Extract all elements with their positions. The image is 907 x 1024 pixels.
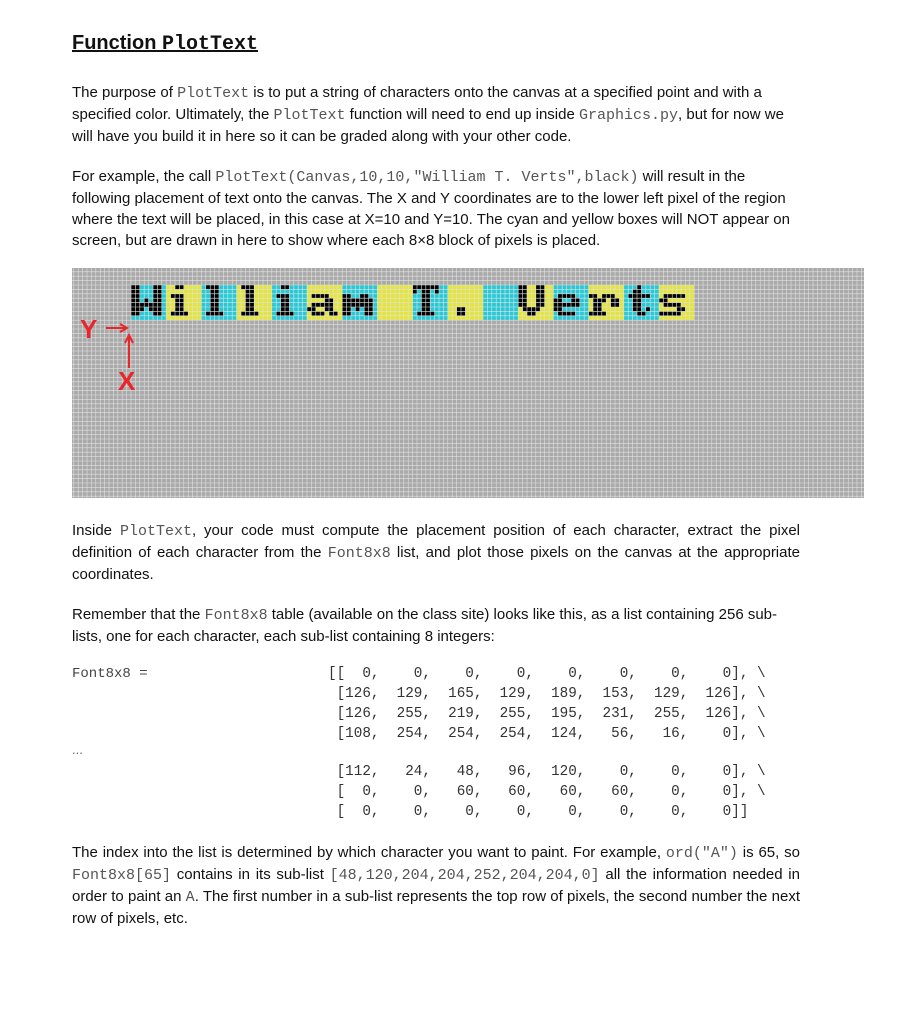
pixel bbox=[245, 289, 249, 293]
pixel bbox=[597, 298, 601, 302]
pixel bbox=[527, 307, 531, 311]
pixel bbox=[571, 303, 575, 307]
y-axis-label: Y bbox=[80, 314, 98, 344]
pixel bbox=[131, 303, 135, 307]
pixel bbox=[179, 298, 183, 302]
section-title bbox=[72, 32, 258, 56]
pixel bbox=[215, 294, 219, 298]
pixel bbox=[571, 294, 575, 298]
font-table-label: Font8x8 = bbox=[72, 666, 148, 682]
pixel bbox=[426, 303, 430, 307]
x-axis-label: X bbox=[118, 366, 136, 396]
pixel bbox=[633, 294, 637, 298]
pixel bbox=[461, 311, 465, 315]
pixel bbox=[567, 294, 571, 298]
pixel bbox=[426, 311, 430, 315]
pixel bbox=[593, 294, 597, 298]
pixel bbox=[157, 307, 161, 311]
pixel bbox=[171, 311, 175, 315]
pixel bbox=[311, 303, 315, 307]
pixel bbox=[615, 298, 619, 302]
font-table-ellipsis: ... bbox=[72, 742, 83, 757]
pixel bbox=[364, 298, 368, 302]
pixel bbox=[659, 311, 663, 315]
pixel bbox=[597, 307, 601, 311]
pixel bbox=[325, 307, 329, 311]
pixel bbox=[241, 285, 245, 289]
pixel bbox=[611, 298, 615, 302]
pixel bbox=[153, 303, 157, 307]
pixel bbox=[175, 285, 179, 289]
pixel bbox=[281, 311, 285, 315]
pixel bbox=[215, 289, 219, 293]
pixel bbox=[347, 303, 351, 307]
pixel bbox=[523, 285, 527, 289]
pixel bbox=[637, 298, 641, 302]
pixel bbox=[210, 298, 214, 302]
pixel bbox=[461, 307, 465, 311]
pixel bbox=[157, 285, 161, 289]
pixel bbox=[611, 294, 615, 298]
pixel bbox=[672, 311, 676, 315]
pixel bbox=[245, 311, 249, 315]
pixel bbox=[153, 311, 157, 315]
pixel bbox=[135, 294, 139, 298]
pixel bbox=[131, 294, 135, 298]
pixel bbox=[597, 311, 601, 315]
pixel bbox=[289, 311, 293, 315]
pixel bbox=[329, 311, 333, 315]
pixel bbox=[281, 298, 285, 302]
pixel bbox=[149, 303, 153, 307]
pixel bbox=[523, 294, 527, 298]
pixel bbox=[364, 303, 368, 307]
pixel bbox=[518, 294, 522, 298]
pixel bbox=[611, 303, 615, 307]
pixel bbox=[206, 285, 210, 289]
pixel bbox=[281, 303, 285, 307]
pixel bbox=[668, 303, 672, 307]
pixel bbox=[210, 289, 214, 293]
pixel bbox=[602, 311, 606, 315]
pixel bbox=[215, 307, 219, 311]
pixel bbox=[179, 294, 183, 298]
pixel bbox=[575, 303, 579, 307]
pixel bbox=[285, 294, 289, 298]
pixel bbox=[413, 285, 417, 289]
pixel bbox=[316, 303, 320, 307]
inside-paragraph: Inside PlotText, your code must compute the placement position of each character, extract the pixel definition of each character from the Font8x8 list, and plot those pixels on the canvas at the appropriate coordinates. bbox=[72, 522, 800, 583]
pixel bbox=[558, 298, 562, 302]
pixel bbox=[311, 307, 315, 311]
pixel bbox=[527, 311, 531, 315]
pixel bbox=[413, 289, 417, 293]
pixel bbox=[536, 298, 540, 302]
pixel bbox=[329, 307, 333, 311]
pixel bbox=[276, 294, 280, 298]
pixel bbox=[144, 298, 148, 302]
pixel bbox=[144, 303, 148, 307]
pixel bbox=[131, 289, 135, 293]
pixel bbox=[140, 307, 144, 311]
pixel bbox=[426, 285, 430, 289]
pixel bbox=[421, 307, 425, 311]
pixel bbox=[562, 294, 566, 298]
pixel bbox=[646, 294, 650, 298]
pixel bbox=[281, 294, 285, 298]
pixel bbox=[681, 307, 685, 311]
pixel bbox=[553, 303, 557, 307]
pixel bbox=[417, 285, 421, 289]
pixel bbox=[245, 294, 249, 298]
pixel bbox=[633, 303, 637, 307]
font-table-top: [[ 0, 0, 0, 0, 0, 0, 0, 0], \ [126, 129, 165, 129, 189, 153, 129, 126], \ [126, 255, 219, 255, 195, 231, 255, 126], \ [108, 254, 254, 254, 124, 56, 16, 0], \ bbox=[328, 666, 766, 742]
pixel bbox=[637, 289, 641, 293]
pixel bbox=[518, 285, 522, 289]
pixel bbox=[215, 303, 219, 307]
pixel bbox=[637, 294, 641, 298]
pixel bbox=[531, 311, 535, 315]
pixel bbox=[157, 298, 161, 302]
pixel bbox=[320, 311, 324, 315]
pixel bbox=[179, 311, 183, 315]
pixel bbox=[426, 289, 430, 293]
pixel bbox=[681, 294, 685, 298]
pixel bbox=[575, 298, 579, 302]
pixel bbox=[593, 298, 597, 302]
pixel bbox=[215, 311, 219, 315]
pixel bbox=[245, 303, 249, 307]
pixel bbox=[637, 285, 641, 289]
pixel bbox=[175, 294, 179, 298]
pixel bbox=[540, 303, 544, 307]
title-code: PlotText bbox=[161, 33, 258, 56]
pixel bbox=[536, 303, 540, 307]
pixel bbox=[364, 294, 368, 298]
pixel bbox=[342, 311, 346, 315]
pixel bbox=[342, 294, 346, 298]
pixel bbox=[320, 294, 324, 298]
pixel bbox=[171, 294, 175, 298]
pixel bbox=[153, 289, 157, 293]
pixel bbox=[355, 298, 359, 302]
pixel bbox=[175, 303, 179, 307]
pixel bbox=[281, 285, 285, 289]
pixel bbox=[281, 307, 285, 311]
pixel bbox=[369, 311, 373, 315]
pixel bbox=[153, 285, 157, 289]
pixel bbox=[210, 307, 214, 311]
pixel bbox=[250, 289, 254, 293]
pixel bbox=[567, 311, 571, 315]
pixel bbox=[633, 298, 637, 302]
canvas-diagram bbox=[72, 268, 864, 498]
pixel bbox=[364, 307, 368, 311]
pixel bbox=[672, 303, 676, 307]
pixel bbox=[677, 303, 681, 307]
pixel bbox=[567, 303, 571, 307]
pixel bbox=[210, 285, 214, 289]
pixel bbox=[250, 294, 254, 298]
pixel bbox=[250, 307, 254, 311]
pixel bbox=[153, 307, 157, 311]
pixel bbox=[135, 311, 139, 315]
pixel bbox=[131, 307, 135, 311]
pixel bbox=[435, 285, 439, 289]
pixel bbox=[347, 294, 351, 298]
pixel bbox=[254, 311, 258, 315]
pixel bbox=[633, 307, 637, 311]
pixel bbox=[149, 307, 153, 311]
pixel bbox=[435, 289, 439, 293]
pixel bbox=[637, 311, 641, 315]
pixel bbox=[677, 311, 681, 315]
pixel bbox=[668, 294, 672, 298]
pixel bbox=[219, 311, 223, 315]
pixel bbox=[276, 311, 280, 315]
pixel bbox=[369, 307, 373, 311]
pixel bbox=[417, 311, 421, 315]
pixel bbox=[421, 285, 425, 289]
pixel bbox=[364, 311, 368, 315]
pixel bbox=[540, 294, 544, 298]
pixel bbox=[333, 311, 337, 315]
pixel bbox=[245, 307, 249, 311]
pixel bbox=[421, 311, 425, 315]
pixel bbox=[589, 311, 593, 315]
pixel bbox=[677, 294, 681, 298]
pixel bbox=[663, 311, 667, 315]
pixel bbox=[558, 294, 562, 298]
pixel bbox=[637, 307, 641, 311]
pixel bbox=[360, 303, 364, 307]
pixel bbox=[285, 298, 289, 302]
pixel bbox=[369, 303, 373, 307]
pixel-grid-figure bbox=[72, 268, 864, 498]
pixel bbox=[157, 294, 161, 298]
pixel bbox=[540, 289, 544, 293]
pixel bbox=[628, 294, 632, 298]
pixel bbox=[553, 298, 557, 302]
pixel bbox=[135, 303, 139, 307]
pixel bbox=[360, 294, 364, 298]
pixel bbox=[250, 311, 254, 315]
pixel bbox=[523, 298, 527, 302]
pixel bbox=[421, 298, 425, 302]
pixel bbox=[210, 303, 214, 307]
pixel bbox=[157, 311, 161, 315]
pixel bbox=[347, 298, 351, 302]
pixel bbox=[250, 298, 254, 302]
pixel bbox=[206, 311, 210, 315]
pixel bbox=[131, 285, 135, 289]
pixel bbox=[606, 294, 610, 298]
pixel bbox=[285, 311, 289, 315]
pixel bbox=[523, 303, 527, 307]
pixel bbox=[245, 298, 249, 302]
pixel bbox=[316, 294, 320, 298]
pixel bbox=[646, 307, 650, 311]
pixel bbox=[285, 285, 289, 289]
pixel bbox=[215, 298, 219, 302]
pixel bbox=[329, 298, 333, 302]
pixel bbox=[531, 307, 535, 311]
pixel bbox=[562, 303, 566, 307]
pixel bbox=[637, 303, 641, 307]
pixel bbox=[179, 303, 183, 307]
pixel bbox=[131, 311, 135, 315]
pixel bbox=[135, 289, 139, 293]
pixel bbox=[135, 285, 139, 289]
pixel bbox=[571, 298, 575, 302]
pixel bbox=[540, 298, 544, 302]
pixel bbox=[355, 303, 359, 307]
pixel bbox=[250, 285, 254, 289]
pixel bbox=[307, 307, 311, 311]
pixel bbox=[426, 298, 430, 302]
pixel bbox=[351, 303, 355, 307]
pixel bbox=[355, 307, 359, 311]
pixel bbox=[602, 294, 606, 298]
pixel bbox=[210, 311, 214, 315]
pixel bbox=[347, 307, 351, 311]
pixel bbox=[540, 285, 544, 289]
pixel bbox=[179, 307, 183, 311]
pixel bbox=[663, 303, 667, 307]
font-table-bottom: [112, 24, 48, 96, 120, 0, 0, 0], \ [ 0, 0, 60, 60, 60, 60, 0, 0], \ [ 0, 0, 0, 0, 0, 0, 0, 0]] bbox=[336, 764, 766, 820]
pixel bbox=[421, 289, 425, 293]
pixel bbox=[311, 311, 315, 315]
pixel bbox=[641, 294, 645, 298]
pixel bbox=[157, 289, 161, 293]
pixel bbox=[342, 307, 346, 311]
pixel bbox=[426, 294, 430, 298]
pixel bbox=[421, 303, 425, 307]
pixel bbox=[320, 303, 324, 307]
pixel bbox=[153, 298, 157, 302]
pixel bbox=[325, 298, 329, 302]
intro-paragraph: The purpose of PlotText is to put a string of characters onto the canvas at a specified point and with a specified color. Ultimately, the PlotText function will need to end up inside Graphics.py, but for now we will have you build it in here so it can be graded along with your other code. bbox=[72, 84, 784, 145]
pixel bbox=[316, 311, 320, 315]
pixel bbox=[285, 307, 289, 311]
pixel bbox=[659, 298, 663, 302]
pixel bbox=[553, 307, 557, 311]
pixel bbox=[593, 303, 597, 307]
pixel bbox=[329, 303, 333, 307]
pixel bbox=[633, 289, 637, 293]
pixel bbox=[589, 294, 593, 298]
pixel bbox=[215, 285, 219, 289]
pixel bbox=[426, 307, 430, 311]
remember-paragraph: Remember that the Font8x8 table (available on the class site) looks like this, as a list containing 256 sub-lists, one for each character, each sub-list containing 8 integers: bbox=[72, 606, 778, 645]
pixel bbox=[523, 289, 527, 293]
pixel bbox=[131, 298, 135, 302]
pixel bbox=[175, 307, 179, 311]
index-paragraph: The index into the list is determined by which character you want to paint. For example, ord("A") is 65, so Font8x8[65] contains in its sub-list [48,120,204,204,252,204,204,0] all the information needed in order to paint an A. The first number in a sub-list represents the top row of pixels, the second number the next row of pixels, etc. bbox=[72, 844, 800, 927]
pixel bbox=[536, 285, 540, 289]
example-paragraph: For example, the call PlotText(Canvas,10,10,"William T. Verts",black) will result in the following placement of text onto the canvas. The X and Y coordinates are to the lower left pixel of the region where the text will be placed, in this case at X=10 and Y=10. The cyan and yellow boxes will NOT appear on screen, but are drawn in here to show where each 8×8 block of pixels is placed. bbox=[72, 168, 790, 249]
pixel bbox=[518, 289, 522, 293]
pixel bbox=[597, 303, 601, 307]
pixel bbox=[311, 294, 315, 298]
pixel bbox=[668, 311, 672, 315]
pixel bbox=[430, 311, 434, 315]
pixel bbox=[571, 311, 575, 315]
pixel bbox=[210, 294, 214, 298]
pixel bbox=[430, 285, 434, 289]
pixel bbox=[157, 303, 161, 307]
pixel bbox=[241, 311, 245, 315]
pixel bbox=[153, 294, 157, 298]
pixel bbox=[245, 285, 249, 289]
pixel bbox=[360, 298, 364, 302]
pixel bbox=[663, 294, 667, 298]
pixel bbox=[369, 298, 373, 302]
pixel bbox=[285, 303, 289, 307]
pixel bbox=[663, 298, 667, 302]
pixel bbox=[562, 311, 566, 315]
pixel bbox=[421, 294, 425, 298]
pixel bbox=[518, 303, 522, 307]
pixel bbox=[342, 298, 346, 302]
pixel bbox=[593, 311, 597, 315]
pixel bbox=[615, 303, 619, 307]
pixel bbox=[593, 307, 597, 311]
pixel bbox=[536, 307, 540, 311]
pixel bbox=[342, 303, 346, 307]
pixel bbox=[518, 298, 522, 302]
pixel bbox=[347, 311, 351, 315]
pixel bbox=[325, 294, 329, 298]
pixel bbox=[140, 303, 144, 307]
pixel bbox=[457, 311, 461, 315]
pixel bbox=[135, 307, 139, 311]
pixel bbox=[536, 289, 540, 293]
pixel bbox=[325, 303, 329, 307]
pixel bbox=[672, 294, 676, 298]
pixel bbox=[641, 311, 645, 315]
title-prefix: Function bbox=[72, 32, 162, 54]
pixel bbox=[175, 298, 179, 302]
pixel bbox=[135, 298, 139, 302]
pixel bbox=[677, 307, 681, 311]
pixel bbox=[179, 285, 183, 289]
pixel bbox=[558, 311, 562, 315]
pixel bbox=[602, 298, 606, 302]
pixel bbox=[175, 311, 179, 315]
pixel bbox=[184, 311, 188, 315]
pixel bbox=[250, 303, 254, 307]
pixel bbox=[536, 294, 540, 298]
pixel bbox=[558, 307, 562, 311]
pixel bbox=[558, 303, 562, 307]
pixel bbox=[457, 307, 461, 311]
pixel bbox=[351, 298, 355, 302]
pixel bbox=[523, 307, 527, 311]
